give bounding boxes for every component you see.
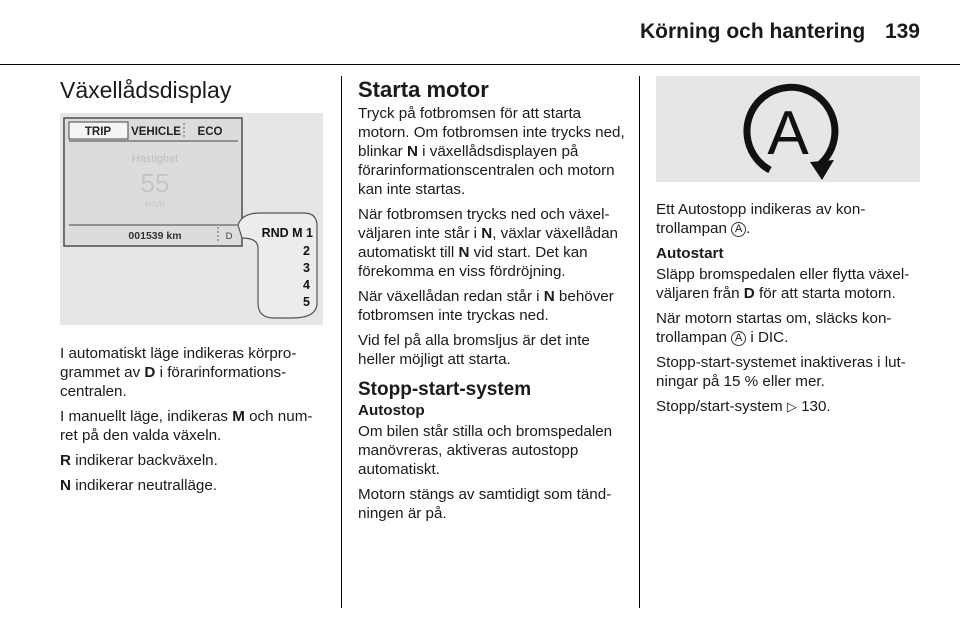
gear-display-figure [60,113,323,325]
autostop-a-symbol [656,76,920,182]
driver-info-display-illustration [60,113,323,325]
paragraph-engine-off: Motorn stängs av samtidigt som tändningen är på. [358,486,612,522]
speed-value: 55 [140,168,170,198]
paragraph-incline: Stopp-start-systemet inaktiveras i lutningar på 15 % eller mer. [656,354,906,390]
page-number: 139 [884,20,920,43]
tab-vehicle: VEHICLE [131,126,181,138]
speed-unit: km/h [145,199,165,209]
paragraph-autostop: Om bilen står stilla och bromspedalen manövreras, aktiveras autostopp automatiskt. [358,423,613,478]
subheading-autostop: Autostop [358,402,425,419]
paragraph-neutral: N indikerar neutralläge. [60,477,218,494]
left-column [60,76,324,501]
paragraph-brake-light-fault: Vid fel på alla bromsljus är det inte heller möjligt att starta. [358,332,590,368]
crossref-page-link[interactable]: 130. [801,398,831,415]
paragraph-already-neutral: När växellådan redan står i N behöver fotbromsen inte tryckas ned. [358,288,614,324]
gear-indicator-small: D [225,231,233,242]
autostop-indicator-icon: A [731,222,746,237]
paragraph-autostop-indicated: Ett Autostopp indikeras av kontrollampan A . [656,201,866,237]
tab-trip: TRIP [84,126,112,138]
paragraph-crossref: Stopp/start-system ▷ 130. [656,398,831,415]
middle-column [358,76,626,529]
paragraph-auto-mode: I automatiskt läge indikeras körprogrammet av D i förarinformationscentralen. [60,345,297,400]
section-heading-start-engine: Starta motor [358,77,489,102]
paragraph-manual-mode: I manuellt läge, indikeras M och numret på den valda växeln. [60,408,313,444]
paragraph-restart: När motorn startas om, släcks kontrollampan A i DIC. [656,310,892,346]
column-divider-right [639,76,640,608]
paragraph-brake-pressed: När fotbromsen trycks ned och växelväljaren inte står i N, växlar växellådan automatiskt till N vid start. Det kan förekomma en viss fördröjning. [358,206,619,280]
header-rule [0,64,960,65]
gear-3: 3 [303,261,310,275]
odometer: 001539 km [128,230,182,242]
tab-eco: ECO [197,126,223,138]
running-header-title: Körning och hantering [640,20,866,43]
paragraph-reverse: R indikerar backväxeln. [60,452,218,469]
gear-4: 4 [303,278,310,292]
subheading-stop-start: Stopp-start-system [358,379,532,400]
gear-2: 2 [303,244,310,258]
right-column [656,76,922,422]
paragraph-release-brake: Släpp bromspedalen eller flytta växelväljaren från D för att starta motorn. [656,266,910,302]
paragraph-press-brake: Tryck på fotbromsen för att starta motorn. Om fotbromsen inte trycks ned, blinkar N i växellådsdisplayen på förarinformationscentralen och motorn kan inte startas. [358,105,625,198]
autostop-symbol-figure [656,76,920,182]
gear-5: 5 [303,295,310,309]
speed-label: Hastighet [131,153,179,165]
crossref-arrow-icon: ▷ [786,399,797,414]
autostop-letter: A [767,99,809,168]
autostop-arrow-head [810,160,834,180]
section-heading-transmission-display: Växellådsdisplay [60,77,232,103]
column-divider-left [341,76,342,608]
autostop-indicator-icon-2: A [731,331,746,346]
gear-row-rndm1: RND M 1 [261,226,313,240]
subheading-autostart: Autostart [656,245,724,262]
